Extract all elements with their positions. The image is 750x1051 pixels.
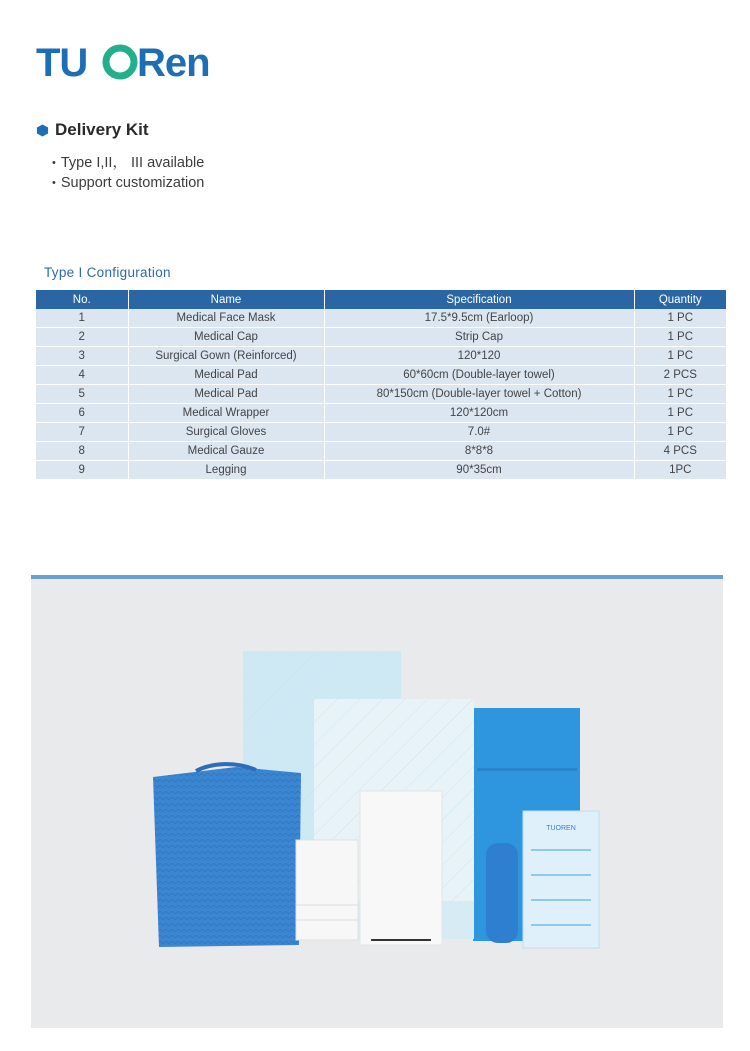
table-row: [36, 347, 726, 366]
medical-cap: [486, 843, 518, 943]
cell-specification: Strip Cap: [324, 328, 634, 347]
cell-quantity: 1 PC: [634, 309, 726, 328]
column-header-no: No.: [36, 290, 128, 309]
product-title: [36, 120, 149, 140]
feature-item: • Type I,II， III available: [52, 154, 204, 174]
cell-specification: 8*8*8: [324, 442, 634, 461]
cell-no: 3: [36, 347, 128, 366]
cell-quantity: 1 PC: [634, 385, 726, 404]
table-header-row: [36, 290, 726, 309]
configuration-table: [36, 290, 726, 480]
cell-no: 4: [36, 366, 128, 385]
cell-quantity: 2 PCS: [634, 366, 726, 385]
cell-no: 2: [36, 328, 128, 347]
cell-name: Surgical Gown (Reinforced): [128, 347, 324, 366]
tuoren-logo: [36, 38, 216, 84]
product-title-text: Delivery Kit: [55, 120, 149, 139]
cell-specification: 17.5*9.5cm (Earloop): [324, 309, 634, 328]
svg-text:TU: TU: [36, 41, 88, 84]
cell-no: 5: [36, 385, 128, 404]
photo-top-bar: [31, 575, 723, 579]
column-header-specification: Specification: [324, 290, 634, 309]
table-row: [36, 442, 726, 461]
feature-item: • Support customization: [52, 174, 204, 194]
delivery-kit-illustration: [31, 575, 723, 1028]
cell-specification: 120*120: [324, 347, 634, 366]
cell-quantity: 1 PC: [634, 347, 726, 366]
cell-quantity: 1 PC: [634, 404, 726, 423]
configuration-title: Type I Configuration: [44, 265, 171, 280]
table-row: [36, 404, 726, 423]
cell-no: 8: [36, 442, 128, 461]
cell-no: 7: [36, 423, 128, 442]
feature-list: [52, 154, 204, 194]
cell-specification: 80*150cm (Double-layer towel + Cotton): [324, 385, 634, 404]
cell-specification: 90*35cm: [324, 461, 634, 480]
column-header-quantity: Quantity: [634, 290, 726, 309]
cell-name: Medical Pad: [128, 366, 324, 385]
product-photo: [31, 575, 723, 1028]
cell-quantity: 4 PCS: [634, 442, 726, 461]
cell-no: 6: [36, 404, 128, 423]
column-header-name: Name: [128, 290, 324, 309]
cell-name: Surgical Gloves: [128, 423, 324, 442]
cell-quantity: 1 PC: [634, 328, 726, 347]
table-row: [36, 423, 726, 442]
cell-no: 1: [36, 309, 128, 328]
cell-name: Medical Pad: [128, 385, 324, 404]
legging: [360, 791, 442, 945]
cell-specification: 7.0#: [324, 423, 634, 442]
svg-text:Ren: Ren: [137, 41, 210, 84]
table-row: [36, 461, 726, 480]
cell-specification: 120*120cm: [324, 404, 634, 423]
table-row: [36, 328, 726, 347]
cell-quantity: 1PC: [634, 461, 726, 480]
cell-specification: 60*60cm (Double-layer towel): [324, 366, 634, 385]
table-row: [36, 385, 726, 404]
cell-no: 9: [36, 461, 128, 480]
cell-name: Medical Face Mask: [128, 309, 324, 328]
cell-quantity: 1 PC: [634, 423, 726, 442]
hexagon-bullet-icon: [36, 124, 49, 137]
surgical-gown: [153, 767, 301, 947]
cell-name: Medical Wrapper: [128, 404, 324, 423]
cell-name: Legging: [128, 461, 324, 480]
medical-gauze: [296, 840, 358, 940]
table-row: [36, 366, 726, 385]
table-row: [36, 309, 726, 328]
mask-print: TUOREN: [546, 825, 576, 832]
cell-name: Medical Gauze: [128, 442, 324, 461]
cell-name: Medical Cap: [128, 328, 324, 347]
